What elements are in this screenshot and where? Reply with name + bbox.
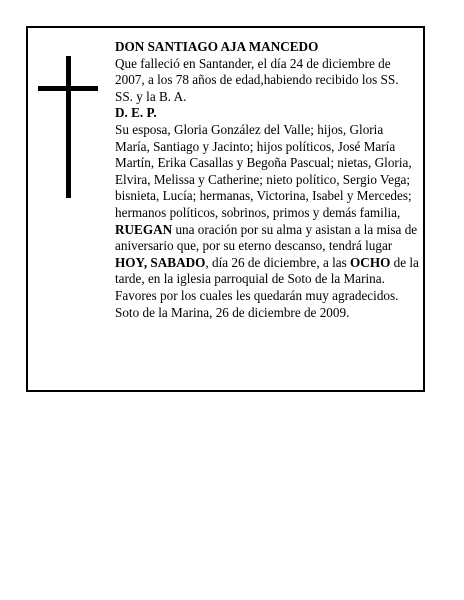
cross-vertical-bar	[66, 56, 71, 198]
cross-icon	[38, 56, 98, 198]
death-statement: Que falleció en Santander, el día 24 de diciembre de 2007, a los 78 años de edad,habiendo recibido los SS. SS. y la B. A.	[115, 55, 399, 104]
hoy-sabado: HOY, SABADO	[115, 254, 206, 270]
request-text-1: una oración por su alma y asistan a la misa de aniversario que, por su eterno descanso, tendrá lugar	[115, 221, 418, 254]
obituary-notice	[26, 26, 425, 392]
thanks-line: Favores por los cuales les quedarán muy agradecidos.	[115, 287, 399, 303]
request-paragraph	[115, 222, 419, 288]
cross-horizontal-bar	[38, 86, 98, 91]
rip-line: D. E. P.	[115, 105, 157, 121]
request-text-3: de la tarde, en la iglesia parroquial de Soto de la Marina.	[115, 254, 419, 287]
family-list: Su esposa, Gloria González del Valle; hijos, Gloria María, Santiago y Jacinto; hijos políticos, José María Martín, Erika Casallas y Begoña Pascual; nietas, Gloria, Elvira, Melissa y Catherine; nieto político, Sergio Vega; bisnieta, Lucía; hermanas, Victorina, Isabel y Mercedes; hermanos políticos, sobrinos, primos y demás familia,	[115, 121, 412, 220]
deceased-name: DON SANTIAGO AJA MANCEDO	[115, 39, 319, 54]
request-text-2: , día 26 de diciembre, a las	[205, 254, 351, 270]
place-date-line: Soto de la Marina, 26 de diciembre de 2009.	[115, 304, 350, 320]
ocho-hour: OCHO	[350, 254, 391, 270]
ruegan-word: RUEGAN	[115, 221, 173, 237]
notice-text	[115, 39, 419, 321]
